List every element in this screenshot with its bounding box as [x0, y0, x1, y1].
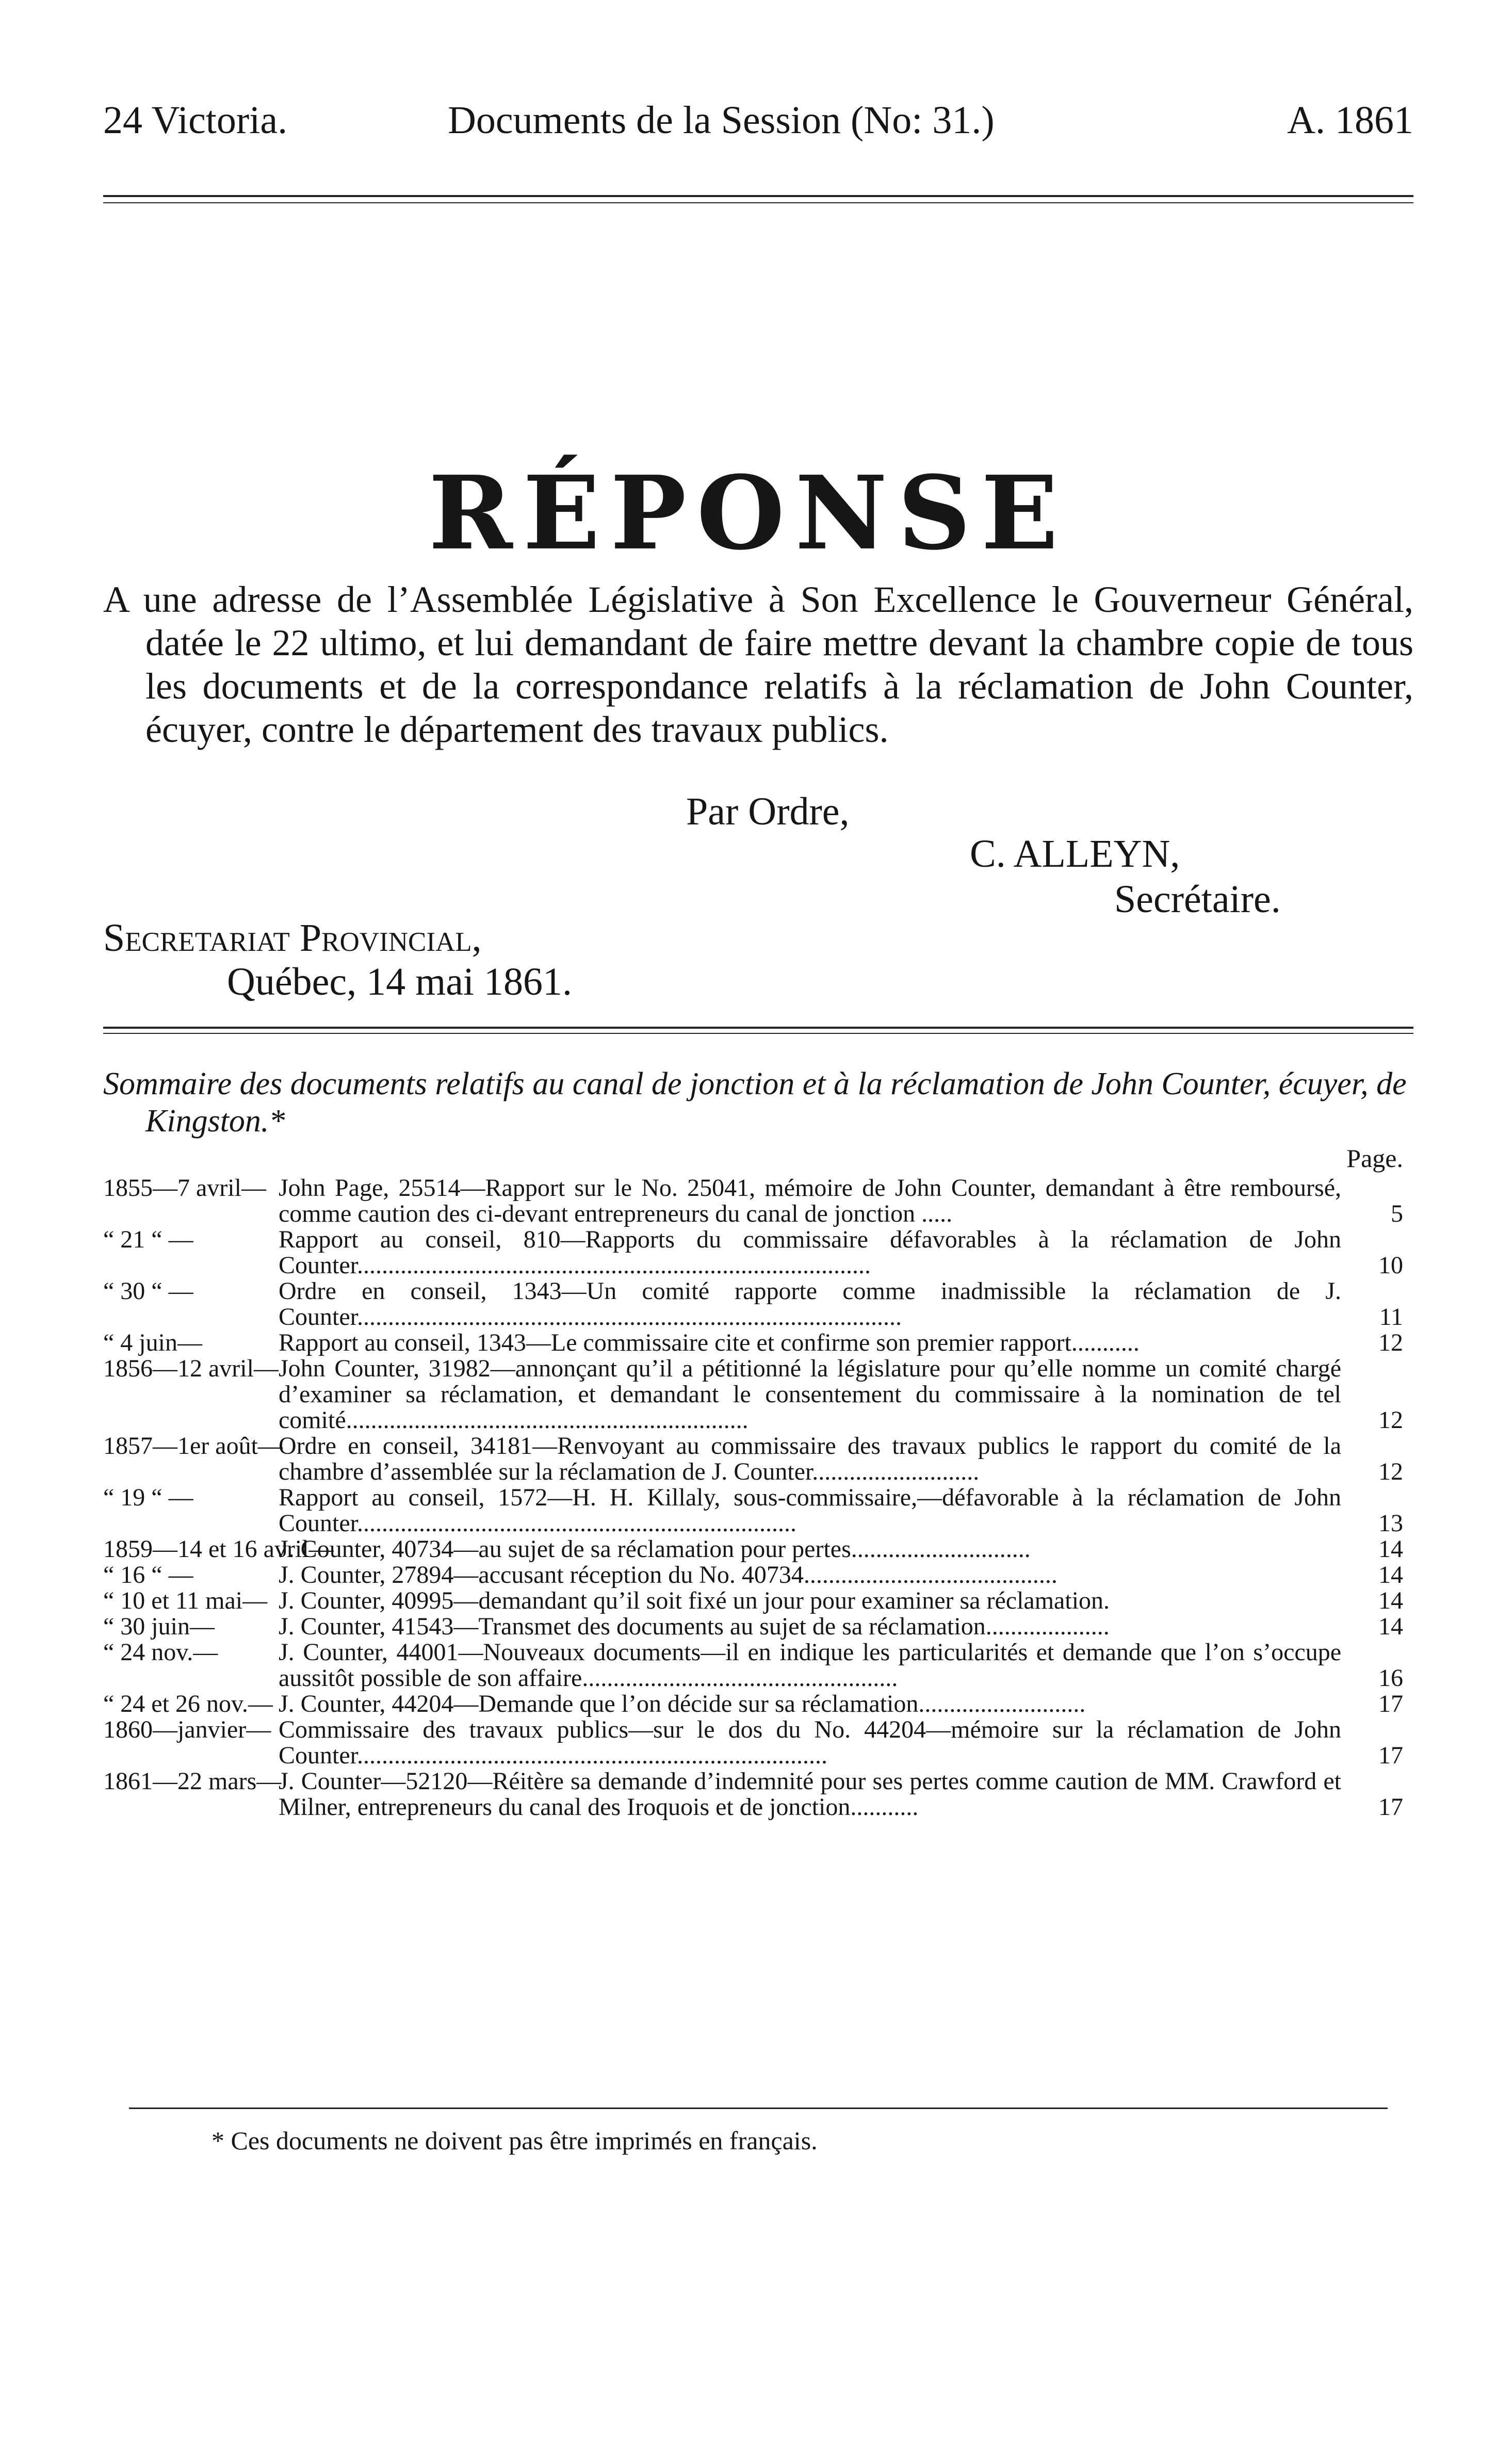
entry-page: 14: [1378, 1561, 1403, 1588]
entry-date: “ 21 “ —: [103, 1226, 193, 1253]
entry-page: 17: [1378, 1793, 1403, 1821]
entry-page: 12: [1378, 1329, 1403, 1356]
entry-text: John Page, 25514—Rapport sur le No. 25041, mémoire de John Counter, demandant à être remboursé, comme caution des ci-devant entrepreneurs du canal de jonction .....: [279, 1174, 1341, 1227]
header-rule-top: [103, 195, 1413, 197]
entry-page: 5: [1391, 1200, 1403, 1227]
entry-date: “ 4 juin—: [103, 1329, 202, 1356]
intro-paragraph: [103, 578, 1413, 751]
entry-text: J. Counter, 44204—Demande que l’on décide sur sa réclamation...........................: [279, 1690, 1086, 1717]
list-item: [103, 1485, 1413, 1536]
page-column-heading: Page.: [1346, 1144, 1403, 1173]
summary-heading: Sommaire des documents relatifs au canal de jonction et à la réclamation de John Counter, écuyer, de Kingston.*: [103, 1066, 1407, 1139]
entry-page: 10: [1378, 1252, 1403, 1279]
entry-page: 12: [1378, 1458, 1403, 1485]
entry-page: 14: [1378, 1613, 1403, 1640]
intro-text: A une adresse de l’Assemblée Législative à Son Excellence le Gouverneur Général, datée le 22 ultimo, et lui demandant de faire mettre devant la chambre copie de tous les documents et de la correspondance relatifs à la réclamation de John Counter, écuyer, contre le département des travaux publics.: [103, 579, 1413, 750]
entry-date: “ 24 et 26 nov.—: [103, 1690, 273, 1717]
signature-role: Secrétaire.: [1114, 878, 1281, 921]
entry-page: 12: [1378, 1406, 1403, 1434]
entry-text: Ordre en conseil, 34181—Renvoyant au commissaire des travaux publics le rapport du comité de la chambre d’assemblée sur la réclamation de J. Counter...........................: [279, 1432, 1341, 1485]
entry-text: J. Counter, 40734—au sujet de sa réclamation pour pertes.............................: [279, 1535, 1031, 1563]
entry-text: John Counter, 31982—annonçant qu’il a pétitionné la législature pour qu’elle nomme un comité chargé d’examiner sa réclamation, et demandant le consentement du commissaire à la nomination de tel comité.................................................................: [279, 1355, 1341, 1434]
header-rule-bottom: [103, 202, 1413, 203]
document-title: RÉPONSE: [428, 454, 1069, 573]
entry-date: “ 16 “ —: [103, 1561, 193, 1588]
list-item: [103, 1227, 1413, 1278]
entry-page: 14: [1378, 1587, 1403, 1614]
list-item: [103, 1536, 1413, 1562]
footnote-rule: [129, 2108, 1388, 2109]
entry-date: “ 30 “ —: [103, 1277, 193, 1305]
entry-date: 1859—14 et 16 avril—: [103, 1535, 334, 1563]
entry-date: “ 19 “ —: [103, 1484, 193, 1511]
list-item: [103, 1640, 1413, 1691]
par-ordre: Par Ordre,: [686, 790, 850, 833]
header-right: A. 1861: [1287, 99, 1413, 142]
entry-text: Commissaire des travaux publics—sur le dos du No. 44204—mémoire sur la réclamation de John Counter............................................................................: [279, 1716, 1341, 1769]
entry-date: 1860—janvier—: [103, 1716, 271, 1743]
office-place-date: Québec, 14 mai 1861.: [227, 960, 573, 1003]
entry-text: J. Counter, 27894—accusant réception du No. 40734.........................................: [279, 1561, 1057, 1588]
section-rule-top: [103, 1027, 1413, 1029]
entry-text: Rapport au conseil, 810—Rapports du commissaire défavorables à la réclamation de John Counter...................................................................................: [279, 1226, 1341, 1279]
entry-text: J. Counter, 40995—demandant qu’il soit fixé un jour pour examiner sa réclamation.: [279, 1587, 1110, 1614]
signature-name: C. ALLEYN,: [970, 832, 1180, 876]
entry-text: J. Counter, 41543—Transmet des documents au sujet de sa réclamation....................: [279, 1613, 1110, 1640]
entry-page: 13: [1378, 1510, 1403, 1537]
list-item: [103, 1769, 1413, 1820]
office-name: Secretariat Provincial,: [103, 916, 482, 960]
entry-text: J. Counter—52120—Réitère sa demande d’indemnité pour ses pertes comme caution de MM. Crawford et Milner, entrepreneurs du canal des Iroquois et de jonction...........: [279, 1768, 1341, 1821]
entry-page: 17: [1378, 1690, 1403, 1717]
running-header: [103, 98, 1413, 155]
entry-date: 1855—7 avril—: [103, 1174, 266, 1202]
entry-text: Ordre en conseil, 1343—Un comité rapporte comme inadmissible la réclamation de J. Counter........................................................................................: [279, 1277, 1341, 1331]
footnote: * Ces documents ne doivent pas être imprimés en français.: [211, 2126, 818, 2155]
list-item: [103, 1175, 1413, 1227]
entries-container: [103, 1175, 1413, 1820]
list-item: [103, 1433, 1413, 1485]
entry-date: “ 24 nov.—: [103, 1639, 218, 1666]
list-item: [103, 1278, 1413, 1330]
entry-date: “ 10 et 11 mai—: [103, 1587, 268, 1614]
list-item: [103, 1588, 1413, 1614]
entry-text: J. Counter, 44001—Nouveaux documents—il en indique les particularités et demande que l’on s’occupe aussitôt possible de son affaire...................................................: [279, 1639, 1341, 1692]
entry-page: 17: [1378, 1742, 1403, 1769]
list-item: [103, 1717, 1413, 1769]
entry-date: 1857—1er août—: [103, 1432, 283, 1460]
entry-date: “ 30 juin—: [103, 1613, 215, 1640]
entry-text: Rapport au conseil, 1572—H. H. Killaly, sous-commissaire,—défavorable à la réclamation de John Counter.......................................................................: [279, 1484, 1341, 1537]
entry-page: 14: [1378, 1535, 1403, 1563]
entry-page: 11: [1379, 1303, 1403, 1331]
list-item: [103, 1614, 1413, 1640]
list-item: [103, 1691, 1413, 1717]
entry-page: 16: [1378, 1664, 1403, 1692]
documents-list: [103, 1145, 1413, 1820]
list-item: [103, 1562, 1413, 1588]
entry-date: 1861—22 mars—: [103, 1768, 282, 1795]
entry-text: Rapport au conseil, 1343—Le commissaire cite et confirme son premier rapport...........: [279, 1329, 1140, 1356]
header-left: 24 Victoria.: [103, 99, 288, 142]
list-item: [103, 1356, 1413, 1433]
header-center: Documents de la Session (No: 31.): [448, 99, 995, 142]
entry-date: 1856—12 avril—: [103, 1355, 279, 1382]
list-item: [103, 1330, 1413, 1356]
section-rule-bottom: [103, 1033, 1413, 1034]
